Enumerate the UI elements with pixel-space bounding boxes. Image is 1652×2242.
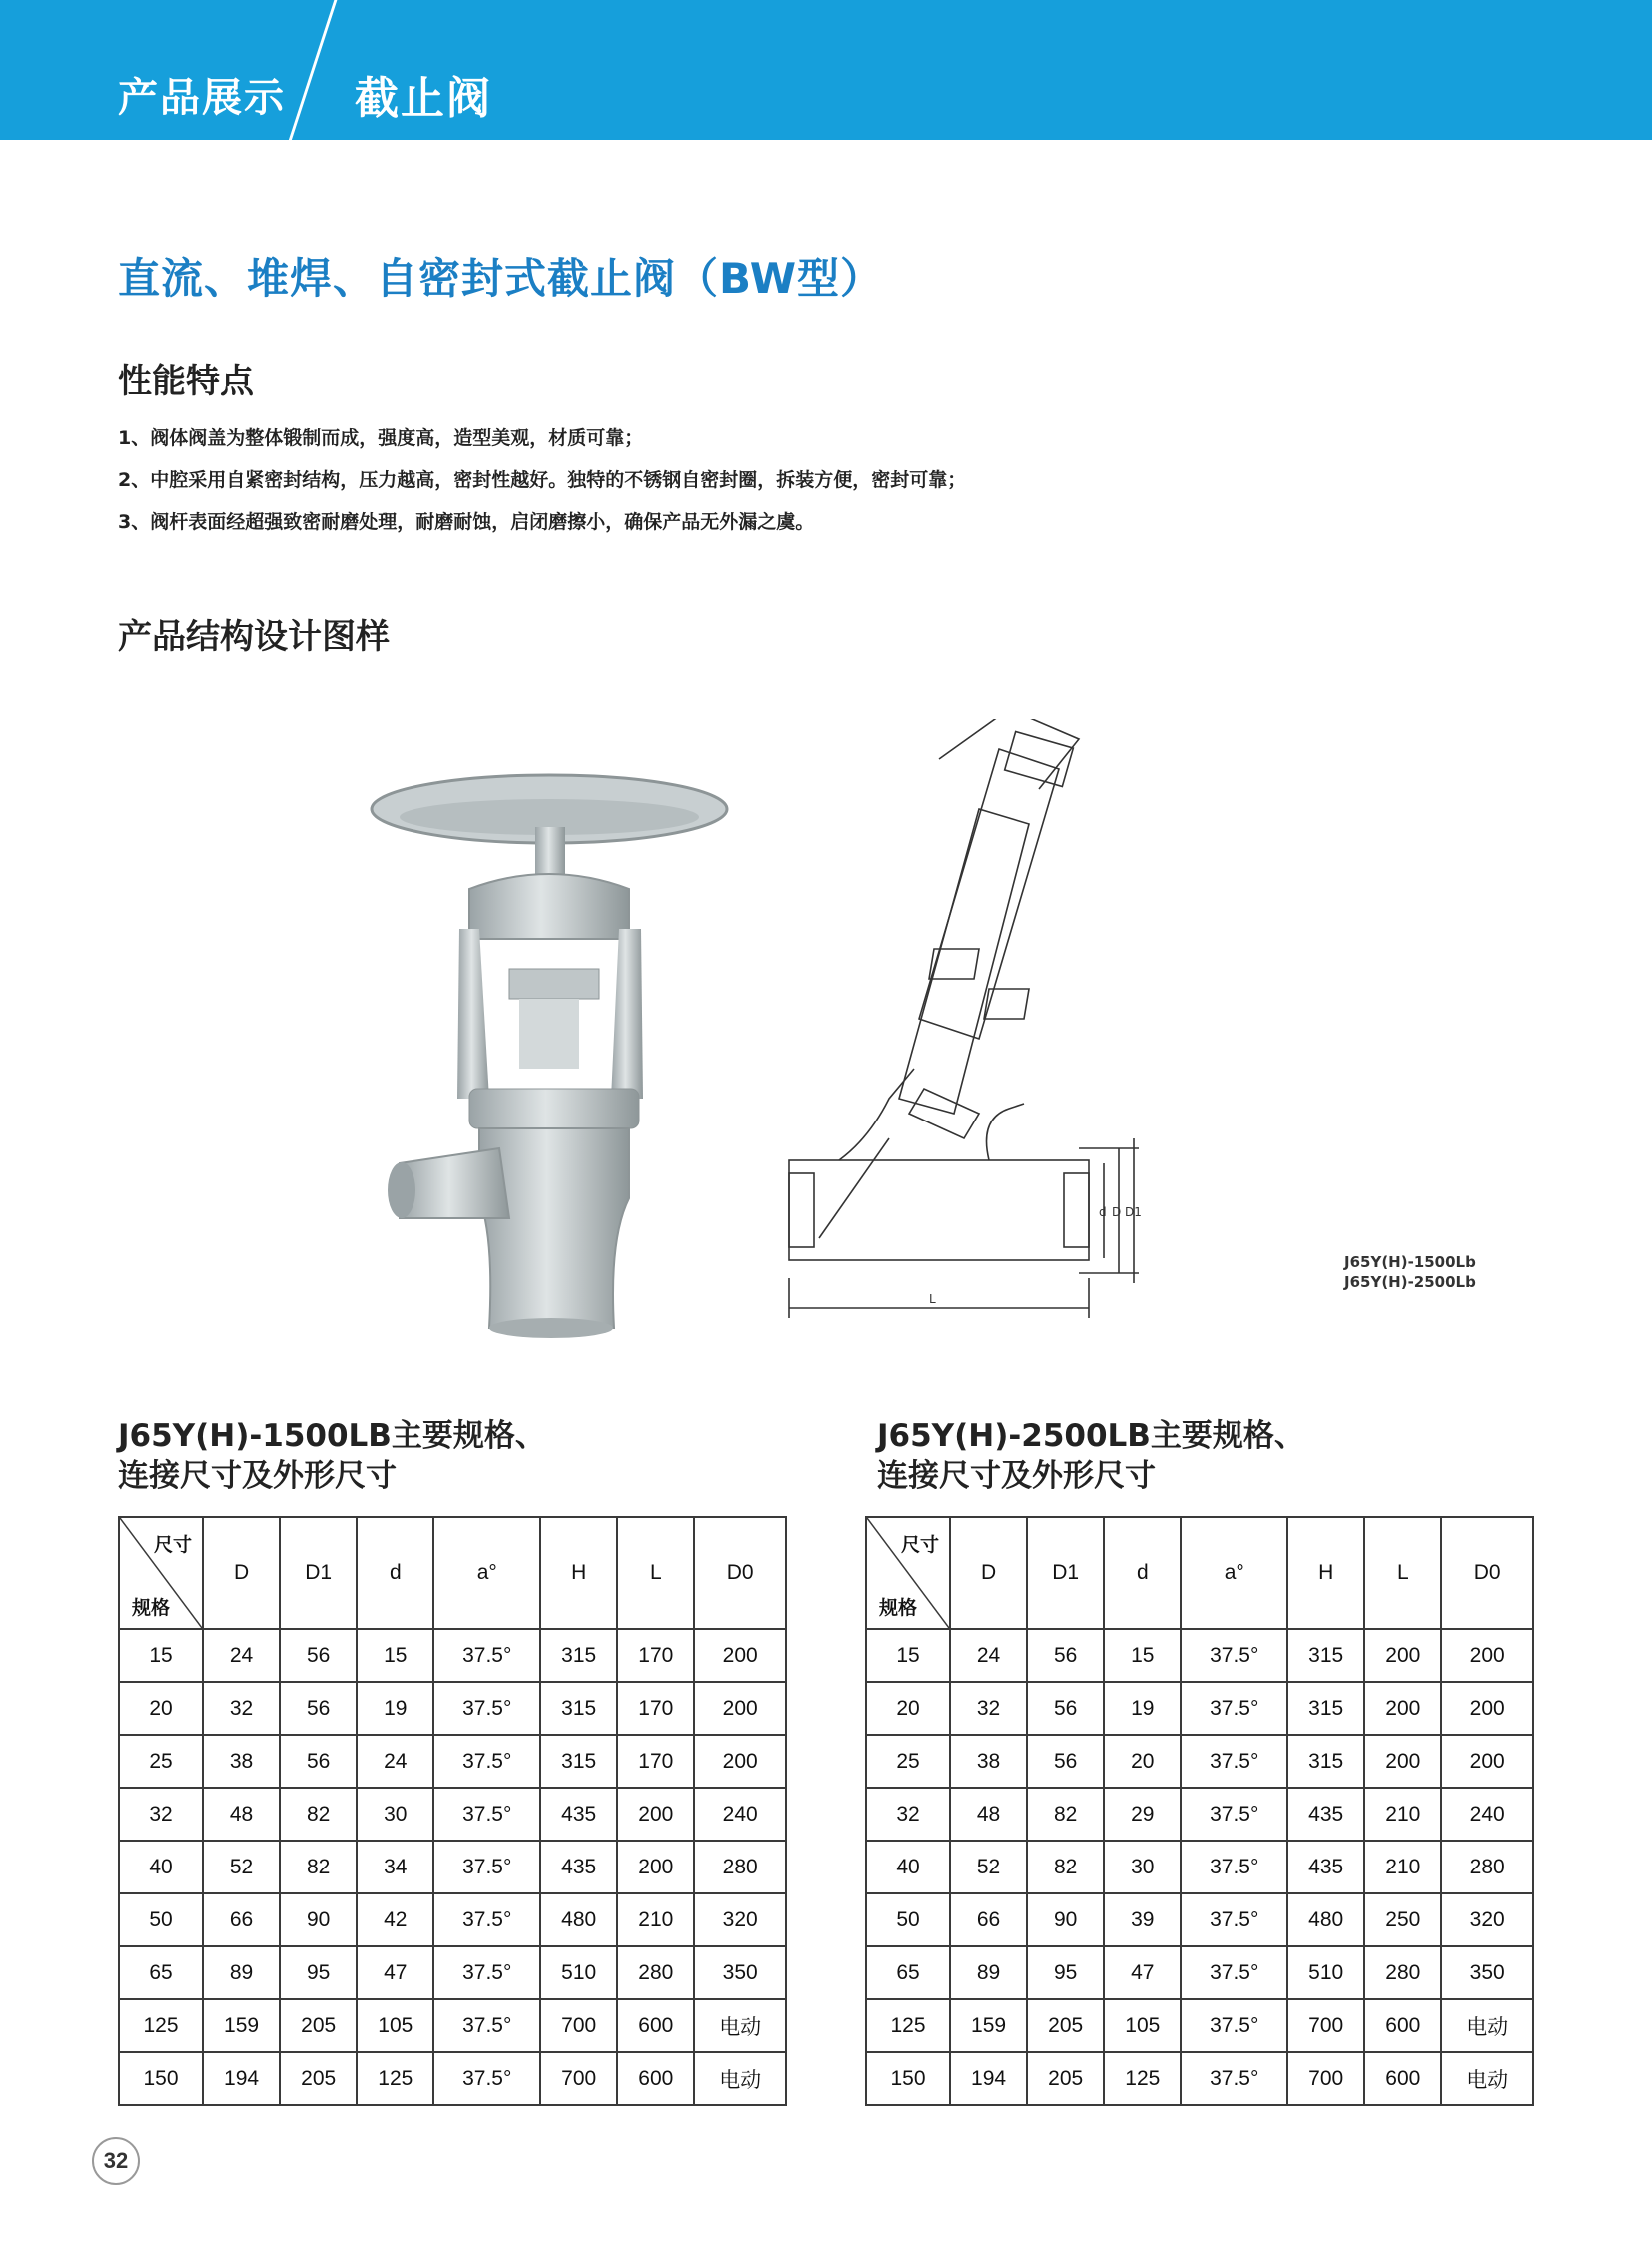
row-spec-cell: 25 — [119, 1735, 203, 1788]
table-cell: 37.5° — [1181, 1999, 1287, 2052]
table-cell: 200 — [1441, 1629, 1533, 1682]
table-cell: 205 — [280, 2052, 357, 2105]
table1-title-line1: J65Y(H)-1500LB主要规格、 — [118, 1418, 546, 1454]
table-cell: 37.5° — [433, 1629, 540, 1682]
table-corner-cell — [119, 1517, 203, 1629]
table-cell: 240 — [694, 1788, 786, 1841]
row-spec-cell: 32 — [866, 1788, 950, 1841]
table-cell: 200 — [694, 1629, 786, 1682]
table-cell: 37.5° — [433, 1735, 540, 1788]
dim-label-D: D — [1112, 1205, 1122, 1219]
page-title: 直流、堆焊、自密封式截止阀（BW型） — [118, 254, 884, 303]
table-cell: 38 — [950, 1735, 1027, 1788]
table-cell: 600 — [617, 1999, 694, 2052]
table-cell: 435 — [540, 1841, 617, 1893]
column-header: H — [1287, 1517, 1364, 1629]
table-cell: 510 — [1287, 1946, 1364, 1999]
features-heading: 性能特点 — [118, 362, 254, 401]
table-cell: 19 — [357, 1682, 433, 1735]
table-cell: 电动 — [694, 2052, 786, 2105]
column-header: D0 — [1441, 1517, 1533, 1629]
table-row — [866, 1788, 1533, 1841]
table-cell: 210 — [617, 1893, 694, 1946]
table-cell: 37.5° — [1181, 1629, 1287, 1682]
row-spec-cell: 125 — [119, 1999, 203, 2052]
column-header: D1 — [1027, 1517, 1104, 1629]
row-spec-cell: 32 — [119, 1788, 203, 1841]
dim-label-L: L — [929, 1292, 936, 1306]
table-row — [866, 1893, 1533, 1946]
table-cell: 56 — [280, 1629, 357, 1682]
table-cell: 37.5° — [1181, 1841, 1287, 1893]
table-row — [119, 1682, 786, 1735]
table-cell: 105 — [357, 1999, 433, 2052]
table-row — [866, 1946, 1533, 1999]
table-cell: 480 — [1287, 1893, 1364, 1946]
table-header-row — [119, 1517, 786, 1629]
table-cell: 37.5° — [1181, 1893, 1287, 1946]
drawing-label: J65Y(H)-2500Lb — [1344, 1273, 1476, 1291]
table-cell: 66 — [203, 1893, 280, 1946]
breadcrumb-subsection: 截止阀 — [355, 73, 492, 124]
table-cell: 200 — [617, 1788, 694, 1841]
table-cell: 435 — [1287, 1788, 1364, 1841]
table-row — [119, 2052, 786, 2105]
table-cell: 37.5° — [433, 1999, 540, 2052]
table-cell: 280 — [1441, 1841, 1533, 1893]
row-spec-cell: 15 — [119, 1629, 203, 1682]
design-heading: 产品结构设计图样 — [118, 617, 390, 657]
dim-label-D1: D1 — [1125, 1205, 1142, 1219]
table-cell: 315 — [1287, 1629, 1364, 1682]
spec-table-2500lb — [865, 1516, 1534, 2106]
feature-item: 2、中腔采用自紧密封结构，压力越高，密封性越好。独特的不锈钢自密封圈，拆装方便，密封可靠； — [118, 469, 967, 491]
row-spec-cell: 25 — [866, 1735, 950, 1788]
table-cell: 320 — [1441, 1893, 1533, 1946]
table-cell: 510 — [540, 1946, 617, 1999]
table-cell: 24 — [357, 1735, 433, 1788]
valve-section-drawing — [779, 719, 1278, 1338]
row-spec-cell: 20 — [866, 1682, 950, 1735]
table-cell: 700 — [1287, 2052, 1364, 2105]
table-cell: 170 — [617, 1682, 694, 1735]
table-cell: 280 — [694, 1841, 786, 1893]
table-row — [119, 1629, 786, 1682]
table-cell: 电动 — [694, 1999, 786, 2052]
valve-photo — [360, 769, 739, 1338]
table-cell: 15 — [1104, 1629, 1181, 1682]
table2-title — [877, 1416, 1305, 1496]
table-cell: 90 — [280, 1893, 357, 1946]
table2-title-line1: J65Y(H)-2500LB主要规格、 — [877, 1418, 1305, 1454]
table1-title — [118, 1416, 546, 1496]
table-cell: 20 — [1104, 1735, 1181, 1788]
table-cell: 700 — [540, 1999, 617, 2052]
table-cell: 250 — [1364, 1893, 1441, 1946]
table-row — [119, 1735, 786, 1788]
table-cell: 37.5° — [433, 1788, 540, 1841]
features-list — [118, 417, 966, 543]
table-cell: 315 — [540, 1629, 617, 1682]
column-header: L — [617, 1517, 694, 1629]
column-header: a° — [1181, 1517, 1287, 1629]
page-number: 32 — [92, 2137, 140, 2185]
table-cell: 82 — [1027, 1841, 1104, 1893]
table-cell: 200 — [694, 1682, 786, 1735]
column-header: L — [1364, 1517, 1441, 1629]
row-spec-cell: 125 — [866, 1999, 950, 2052]
corner-top-label: 尺寸 — [153, 1535, 192, 1556]
table-row — [119, 1788, 786, 1841]
dim-label-d: d — [1099, 1205, 1107, 1219]
table-cell: 210 — [1364, 1841, 1441, 1893]
table-cell: 48 — [203, 1788, 280, 1841]
row-spec-cell: 65 — [866, 1946, 950, 1999]
table-cell: 电动 — [1441, 2052, 1533, 2105]
table-cell: 38 — [203, 1735, 280, 1788]
table-cell: 56 — [280, 1682, 357, 1735]
table-cell: 105 — [1104, 1999, 1181, 2052]
table-cell: 52 — [203, 1841, 280, 1893]
table-cell: 56 — [1027, 1735, 1104, 1788]
table-cell: 600 — [617, 2052, 694, 2105]
table-cell: 280 — [1364, 1946, 1441, 1999]
table2-title-line2: 连接尺寸及外形尺寸 — [877, 1458, 1156, 1494]
spec-table-1500lb — [118, 1516, 787, 2106]
table-header-row — [866, 1517, 1533, 1629]
feature-item: 1、阀体阀盖为整体锻制而成，强度高，造型美观，材质可靠； — [118, 427, 644, 449]
column-header: d — [357, 1517, 433, 1629]
table-cell: 37.5° — [433, 1893, 540, 1946]
table-cell: 95 — [1027, 1946, 1104, 1999]
table-cell: 194 — [203, 2052, 280, 2105]
table-cell: 82 — [280, 1788, 357, 1841]
column-header: a° — [433, 1517, 540, 1629]
table-cell: 56 — [280, 1735, 357, 1788]
row-spec-cell: 40 — [866, 1841, 950, 1893]
table-cell: 37.5° — [433, 1946, 540, 1999]
table-cell: 350 — [694, 1946, 786, 1999]
table-cell: 200 — [1364, 1735, 1441, 1788]
table-cell: 89 — [203, 1946, 280, 1999]
drawing-model-labels — [1344, 1252, 1476, 1292]
table-cell: 24 — [203, 1629, 280, 1682]
table-cell: 205 — [280, 1999, 357, 2052]
table-cell: 15 — [357, 1629, 433, 1682]
table-cell: 125 — [357, 2052, 433, 2105]
table-cell: 30 — [1104, 1841, 1181, 1893]
header-divider — [282, 0, 340, 140]
table-cell: 480 — [540, 1893, 617, 1946]
row-spec-cell: 65 — [119, 1946, 203, 1999]
table-cell: 200 — [1441, 1735, 1533, 1788]
column-header: D0 — [694, 1517, 786, 1629]
table-cell: 315 — [1287, 1682, 1364, 1735]
breadcrumb-section: 产品展示 — [118, 75, 286, 121]
corner-bottom-label: 规格 — [879, 1598, 918, 1619]
table-row — [866, 1682, 1533, 1735]
column-header: D1 — [280, 1517, 357, 1629]
table-cell: 37.5° — [1181, 1735, 1287, 1788]
table-cell: 47 — [1104, 1946, 1181, 1999]
table-cell: 200 — [1364, 1629, 1441, 1682]
table-row — [866, 2052, 1533, 2105]
table-cell: 240 — [1441, 1788, 1533, 1841]
table-cell: 19 — [1104, 1682, 1181, 1735]
table-cell: 700 — [1287, 1999, 1364, 2052]
table-cell: 170 — [617, 1629, 694, 1682]
table-cell: 32 — [950, 1682, 1027, 1735]
table-cell: 39 — [1104, 1893, 1181, 1946]
column-header: H — [540, 1517, 617, 1629]
table-row — [866, 1841, 1533, 1893]
table-cell: 200 — [694, 1735, 786, 1788]
table-cell: 200 — [1364, 1682, 1441, 1735]
table-cell: 37.5° — [433, 2052, 540, 2105]
table-cell: 315 — [1287, 1735, 1364, 1788]
table-cell: 52 — [950, 1841, 1027, 1893]
corner-top-label: 尺寸 — [900, 1535, 939, 1556]
table-cell: 95 — [280, 1946, 357, 1999]
table-cell: 315 — [540, 1735, 617, 1788]
feature-item: 3、阀杆表面经超强致密耐磨处理，耐磨耐蚀，启闭磨擦小，确保产品无外漏之虞。 — [118, 511, 815, 533]
table-row — [866, 1629, 1533, 1682]
table-cell: 700 — [540, 2052, 617, 2105]
row-spec-cell: 50 — [119, 1893, 203, 1946]
table-cell: 600 — [1364, 1999, 1441, 2052]
table-corner-cell — [866, 1517, 950, 1629]
table-row — [119, 1946, 786, 1999]
header-band — [0, 0, 1652, 140]
table-cell: 435 — [540, 1788, 617, 1841]
table-cell: 90 — [1027, 1893, 1104, 1946]
table-row — [866, 1999, 1533, 2052]
table-cell: 600 — [1364, 2052, 1441, 2105]
table-cell: 34 — [357, 1841, 433, 1893]
table-row — [119, 1841, 786, 1893]
table-cell: 170 — [617, 1735, 694, 1788]
table-cell: 89 — [950, 1946, 1027, 1999]
table-cell: 48 — [950, 1788, 1027, 1841]
table-cell: 210 — [1364, 1788, 1441, 1841]
row-spec-cell: 150 — [866, 2052, 950, 2105]
table-cell: 37.5° — [1181, 2052, 1287, 2105]
column-header: D — [203, 1517, 280, 1629]
corner-bottom-label: 规格 — [132, 1598, 171, 1619]
table-cell: 56 — [1027, 1629, 1104, 1682]
table-cell: 125 — [1104, 2052, 1181, 2105]
table-cell: 435 — [1287, 1841, 1364, 1893]
table-cell: 205 — [1027, 1999, 1104, 2052]
table-cell: 350 — [1441, 1946, 1533, 1999]
table-cell: 29 — [1104, 1788, 1181, 1841]
row-spec-cell: 40 — [119, 1841, 203, 1893]
table-cell: 159 — [203, 1999, 280, 2052]
table-cell: 200 — [1441, 1682, 1533, 1735]
table-cell: 电动 — [1441, 1999, 1533, 2052]
table-row — [119, 1893, 786, 1946]
table1-title-line2: 连接尺寸及外形尺寸 — [118, 1458, 397, 1494]
row-spec-cell: 150 — [119, 2052, 203, 2105]
row-spec-cell: 50 — [866, 1893, 950, 1946]
table-cell: 280 — [617, 1946, 694, 1999]
column-header: D — [950, 1517, 1027, 1629]
table-cell: 200 — [617, 1841, 694, 1893]
table-cell: 30 — [357, 1788, 433, 1841]
table-row — [866, 1735, 1533, 1788]
row-spec-cell: 20 — [119, 1682, 203, 1735]
table-cell: 47 — [357, 1946, 433, 1999]
table-cell: 315 — [540, 1682, 617, 1735]
table-cell: 37.5° — [1181, 1682, 1287, 1735]
table-row — [119, 1999, 786, 2052]
table-cell: 37.5° — [433, 1682, 540, 1735]
table-cell: 159 — [950, 1999, 1027, 2052]
table-cell: 32 — [203, 1682, 280, 1735]
table-cell: 56 — [1027, 1682, 1104, 1735]
table-cell: 82 — [280, 1841, 357, 1893]
table-cell: 37.5° — [1181, 1788, 1287, 1841]
table-cell: 194 — [950, 2052, 1027, 2105]
table-cell: 66 — [950, 1893, 1027, 1946]
row-spec-cell: 15 — [866, 1629, 950, 1682]
column-header: d — [1104, 1517, 1181, 1629]
table-cell: 24 — [950, 1629, 1027, 1682]
table-cell: 82 — [1027, 1788, 1104, 1841]
table-cell: 37.5° — [433, 1841, 540, 1893]
table-cell: 205 — [1027, 2052, 1104, 2105]
table-cell: 37.5° — [1181, 1946, 1287, 1999]
drawing-label: J65Y(H)-1500Lb — [1344, 1253, 1476, 1271]
table-cell: 42 — [357, 1893, 433, 1946]
table-cell: 320 — [694, 1893, 786, 1946]
